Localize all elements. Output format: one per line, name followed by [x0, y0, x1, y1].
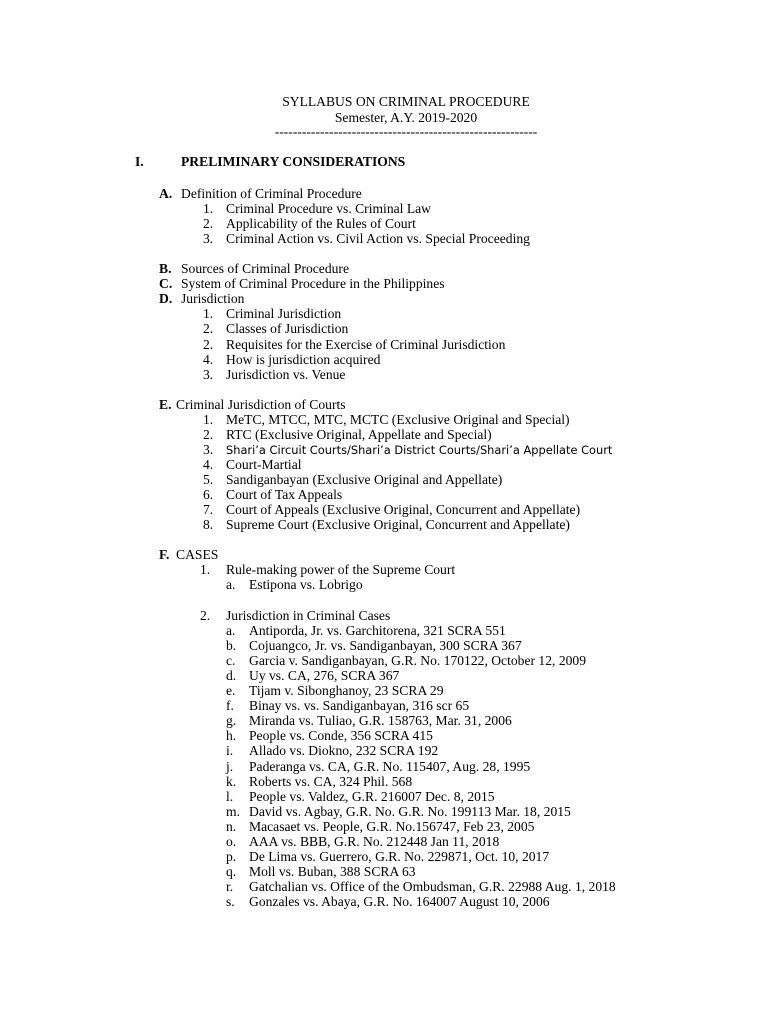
section-letter-a: A.	[159, 186, 173, 201]
case-letter: s.	[226, 894, 235, 909]
case-letter: m.	[226, 804, 240, 819]
subsection-number: 1.	[200, 562, 211, 577]
list-item-number: 2.	[203, 321, 214, 336]
list-item-number: 4.	[203, 457, 214, 472]
section-letter-e: E.	[159, 397, 172, 412]
list-item-text: Criminal Action vs. Civil Action vs. Special Proceeding	[226, 231, 530, 246]
list-item-number: 3.	[203, 367, 214, 382]
case-citation: People vs. Valdez, G.R. 216007 Dec. 8, 2015	[249, 789, 495, 804]
subsection-title: Rule-making power of the Supreme Court	[226, 562, 456, 577]
case-citation: Gonzales vs. Abaya, G.R. No. 164007 August 10, 2006	[249, 894, 550, 909]
case-citation: Uy vs. CA, 276, SCRA 367	[249, 668, 400, 683]
list-item-text: Court-Martial	[226, 457, 302, 472]
case-letter: k.	[226, 774, 237, 789]
case-citation: Moll vs. Buban, 388 SCRA 63	[249, 864, 416, 879]
subsection-title: Jurisdiction in Criminal Cases	[226, 608, 391, 623]
document-subtitle: Semester, A.Y. 2019-2020	[334, 110, 478, 125]
case-letter: c.	[226, 653, 236, 668]
section-title-d: Jurisdiction	[181, 291, 245, 306]
list-item-number: 3.	[203, 231, 214, 246]
section-title-e: Criminal Jurisdiction of Courts	[176, 397, 346, 412]
list-item-text: Criminal Jurisdiction	[226, 306, 342, 321]
case-letter: o.	[226, 834, 237, 849]
list-item-text: RTC (Exclusive Original, Appellate and Special)	[226, 427, 492, 442]
list-item-text: Requisites for the Exercise of Criminal Jurisdiction	[226, 337, 506, 352]
case-citation: De Lima vs. Guerrero, G.R. No. 229871, Oct. 10, 2017	[249, 849, 550, 864]
case-letter: p.	[226, 849, 237, 864]
section-letter-d: D.	[159, 291, 173, 306]
list-item-text: MeTC, MTCC, MTC, MCTC (Exclusive Original and Special)	[226, 412, 570, 427]
case-citation: Tijam v. Sibonghanoy, 23 SCRA 29	[249, 683, 444, 698]
section-title-f: CASES	[176, 547, 219, 562]
case-citation: Allado vs. Diokno, 232 SCRA 192	[249, 743, 439, 758]
section-title-b: Sources of Criminal Procedure	[181, 261, 349, 276]
list-item-number: 1.	[203, 412, 214, 427]
case-letter: f.	[226, 698, 234, 713]
list-item-number: 3.	[203, 442, 214, 457]
case-citation: Cojuangco, Jr. vs. Sandiganbayan, 300 SCRA 367	[249, 638, 522, 653]
section-letter-b: B.	[159, 261, 172, 276]
case-letter: q.	[226, 864, 237, 879]
header-rule: ----------------------------------------------------------	[274, 124, 538, 139]
case-citation: David vs. Agbay, G.R. No. G.R. No. 199113 Mar. 18, 2015	[249, 804, 571, 819]
part-title: PRELIMINARY CONSIDERATIONS	[181, 154, 406, 169]
list-item-text: Sandiganbayan (Exclusive Original and Appellate)	[226, 472, 503, 487]
list-item-text: Jurisdiction vs. Venue	[226, 367, 346, 382]
case-letter: b.	[226, 638, 237, 653]
case-citation: Roberts vs. CA, 324 Phil. 568	[249, 774, 413, 789]
document-title: SYLLABUS ON CRIMINAL PROCEDURE	[282, 94, 530, 109]
list-item-number: 8.	[203, 517, 214, 532]
case-citation: Antiporda, Jr. vs. Garchitorena, 321 SCRA 551	[249, 623, 506, 638]
list-item-number: 4.	[203, 352, 214, 367]
list-item-number: 2.	[203, 216, 214, 231]
case-citation: AAA vs. BBB, G.R. No. 212448 Jan 11, 2018	[249, 834, 500, 849]
case-letter: i.	[226, 743, 234, 758]
case-letter: d.	[226, 668, 237, 683]
list-item-text: Criminal Procedure vs. Criminal Law	[226, 201, 431, 216]
list-item-text: Court of Tax Appeals	[226, 487, 343, 502]
section-title-a: Definition of Criminal Procedure	[181, 186, 362, 201]
case-letter: a.	[226, 577, 236, 592]
list-item-number: 5.	[203, 472, 214, 487]
case-letter: a.	[226, 623, 236, 638]
list-item-text: Applicability of the Rules of Court	[226, 216, 416, 231]
case-citation: Gatchalian vs. Office of the Ombudsman, G.R. 22988 Aug. 1, 2018	[249, 879, 616, 894]
case-letter: n.	[226, 819, 237, 834]
list-item-number: 2.	[203, 427, 214, 442]
section-letter-c: C.	[159, 276, 173, 291]
list-item-text: Shari’a Circuit Courts/Shari’a District Courts/Shari’a Appellate Court	[226, 443, 613, 457]
list-item-number: 7.	[203, 502, 214, 517]
case-letter: h.	[226, 728, 237, 743]
case-letter: r.	[226, 879, 234, 894]
case-citation: Paderanga vs. CA, G.R. No. 115407, Aug. 28, 1995	[249, 759, 531, 774]
list-item-number: 1.	[203, 201, 214, 216]
case-letter: e.	[226, 683, 236, 698]
case-citation: Macasaet vs. People, G.R. No.156747, Feb 23, 2005	[249, 819, 535, 834]
list-item-text: Supreme Court (Exclusive Original, Concurrent and Appellate)	[226, 517, 570, 532]
list-item-number: 2.	[203, 337, 214, 352]
section-title-c: System of Criminal Procedure in the Philippines	[181, 276, 445, 291]
list-item-text: How is jurisdiction acquired	[226, 352, 381, 367]
case-letter: l.	[226, 789, 234, 804]
part-numeral: I.	[135, 154, 144, 169]
list-item-text: Court of Appeals (Exclusive Original, Concurrent and Appellate)	[226, 502, 581, 517]
case-citation: People vs. Conde, 356 SCRA 415	[249, 728, 433, 743]
case-letter: g.	[226, 713, 237, 728]
case-citation: Estipona vs. Lobrigo	[249, 577, 363, 592]
case-citation: Miranda vs. Tuliao, G.R. 158763, Mar. 31, 2006	[249, 713, 512, 728]
list-item-text: Classes of Jurisdiction	[226, 321, 349, 336]
section-letter-f: F.	[159, 547, 170, 562]
case-letter: j.	[226, 759, 234, 774]
case-citation: Garcia v. Sandiganbayan, G.R. No. 170122, October 12, 2009	[249, 653, 587, 668]
case-citation: Binay vs. vs. Sandiganbayan, 316 scr 65	[249, 698, 470, 713]
list-item-number: 1.	[203, 306, 214, 321]
list-item-number: 6.	[203, 487, 214, 502]
subsection-number: 2.	[200, 608, 211, 623]
